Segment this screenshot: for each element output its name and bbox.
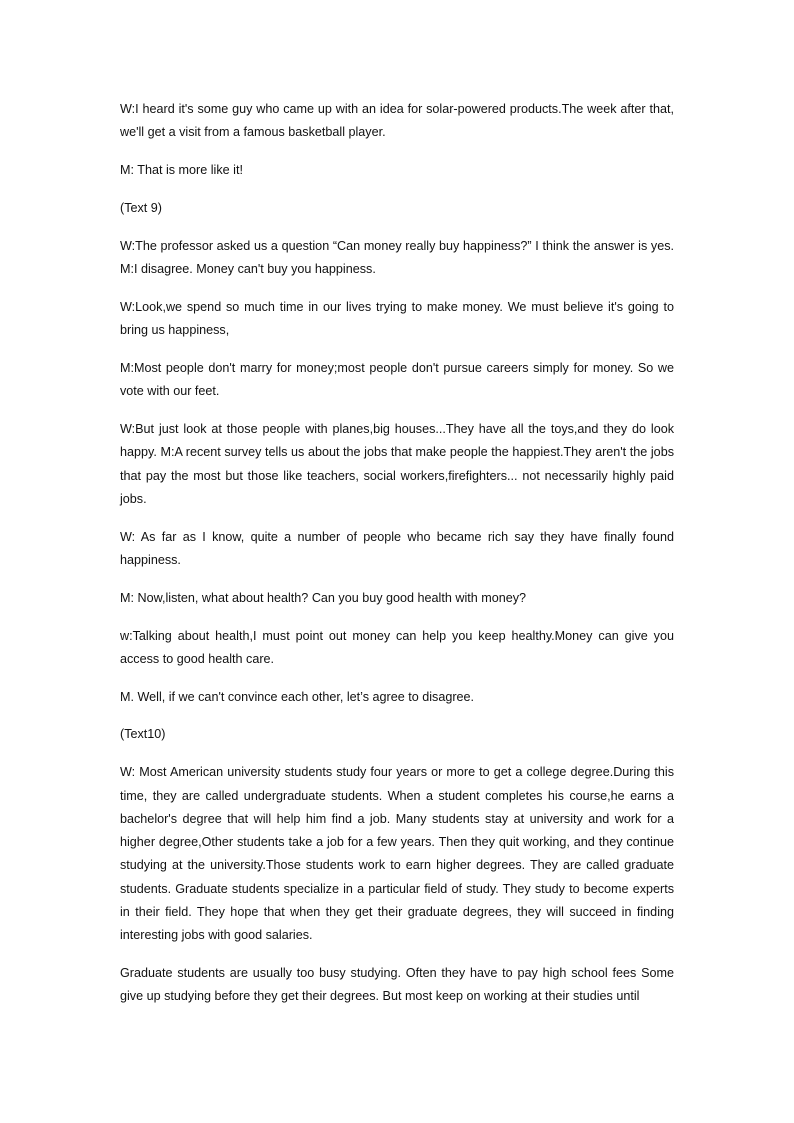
dialogue-paragraph: W:The professor asked us a question “Can money really buy happiness?” I think the answer is yes. M:I disagree. Money can't buy you happiness. xyxy=(120,238,674,276)
dialogue-paragraph: M: Now,listen, what about health? Can you buy good health with money? xyxy=(120,590,527,605)
section-heading: (Text 9) xyxy=(120,200,162,215)
dialogue-paragraph: W:Look,we spend so much time in our lives trying to make money. We must believe it's going to bring us happiness, xyxy=(120,299,674,338)
monologue-paragraph: Graduate students are usually too busy studying. Often they have to pay high school fees Some give up studying before they get their degrees. But most keep on working at their studies until xyxy=(120,966,674,1004)
dialogue-paragraph: M: That is more like it! xyxy=(120,163,243,178)
dialogue-paragraph: W:But just look at those people with planes,big houses...They have all the toys,and they do look happy. M:A recent survey tells us about the jobs that make people the happiest.They aren't the jobs that pay the most but those like teachers, social workers,firefighters... not necessarily highly paid jobs. xyxy=(120,421,674,506)
dialogue-paragraph: M:Most people don't marry for money;most people don't pursue careers simply for money. So we vote with our feet. xyxy=(120,360,674,399)
dialogue-paragraph: w:Talking about health,I must point out money can help you keep healthy.Money can give you access to good health care. xyxy=(120,628,674,666)
monologue-paragraph: W: Most American university students study four years or more to get a college degree.During this time, they are called undergraduate students. When a student completes his course,he earns a bachelor's degree that will help him find a job. Many students stay at university and work for a higher degree,Other students take a job for a few years. Then they quit working, and they continue studying at the university.Those students work to earn higher degrees. They are called graduate students. Graduate students specialize in a particular field of study. They study to become experts in their field. They hope that when they get their graduate degrees, they will succeed in finding interesting jobs with good salaries. xyxy=(120,765,674,943)
document-page xyxy=(120,98,674,1009)
dialogue-paragraph: W:I heard it's some guy who came up with an idea for solar-powered products.The week after that, we'll get a visit from a famous basketball player. xyxy=(120,102,674,140)
dialogue-paragraph: M. Well, if we can't convince each other, let’s agree to disagree. xyxy=(120,689,475,704)
dialogue-paragraph: W: As far as I know, quite a number of people who became rich say they have finally found happiness. xyxy=(120,529,674,567)
section-heading: (Text10) xyxy=(120,727,166,742)
